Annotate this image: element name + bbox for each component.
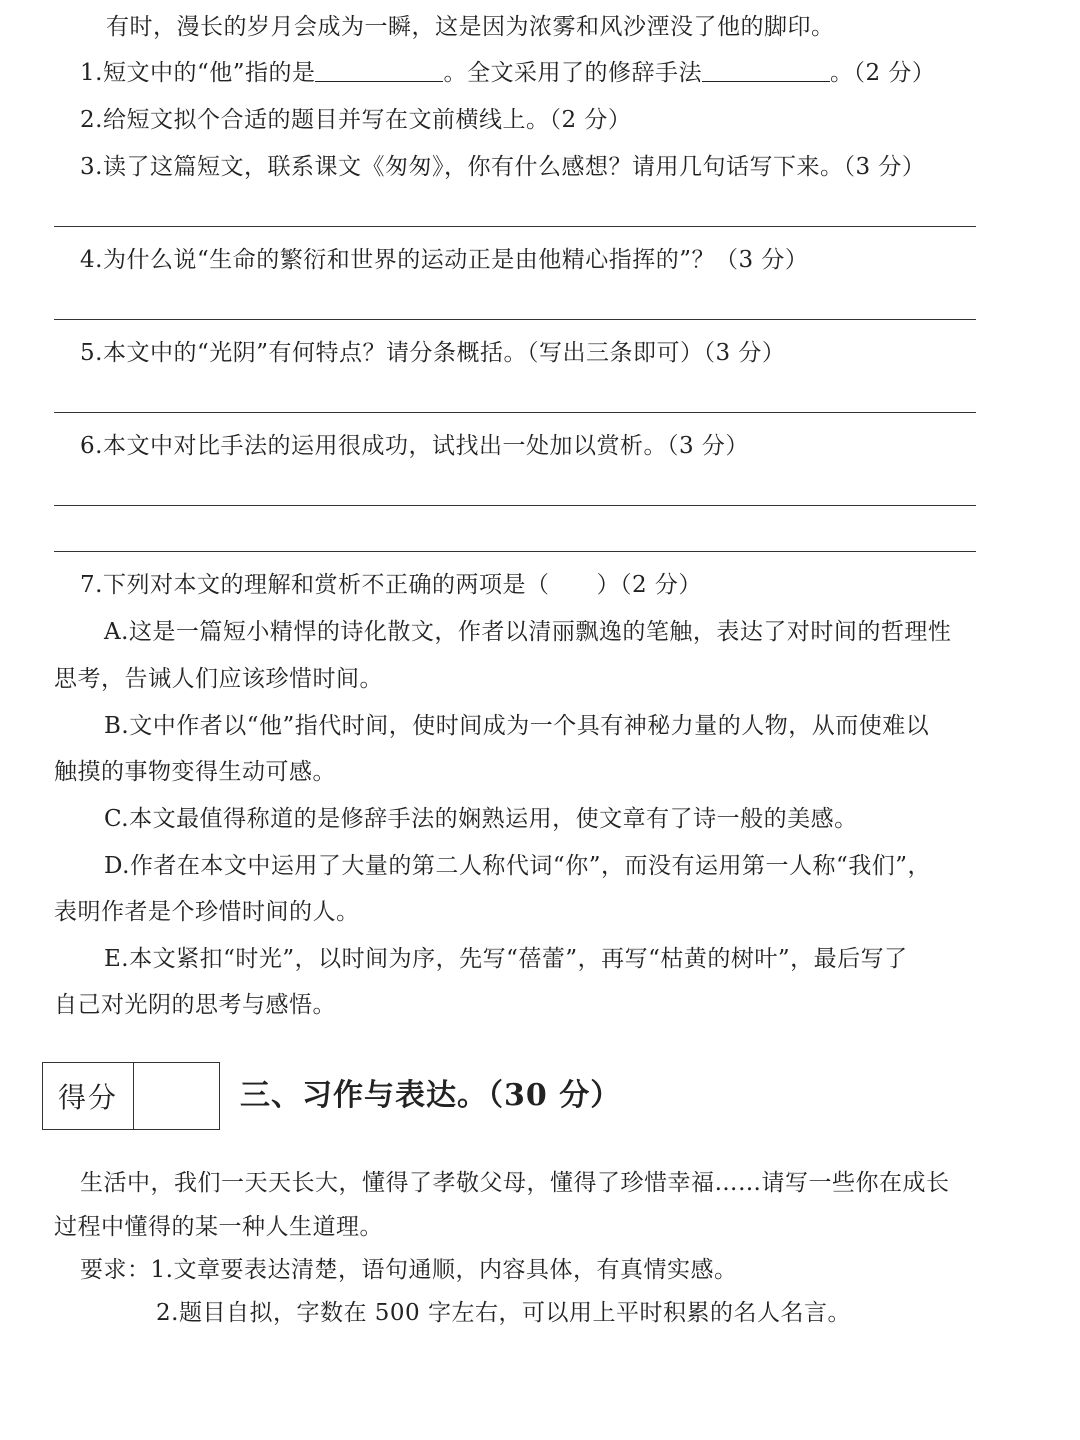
option-c-line-1: C.本文最值得称道的是修辞手法的娴熟运用，使文章有了诗一般的美感。 bbox=[104, 806, 858, 832]
question-3: 3.读了这篇短文，联系课文《匆匆》，你有什么感想？请用几句话写下来。（3 分） bbox=[80, 154, 926, 180]
question-5: 5.本文中的“光阴”有何特点？请分条概括。（写出三条即可）（3 分） bbox=[80, 340, 786, 366]
question-7: 7.下列对本文的理解和赏析不正确的两项是（ ）（2 分） bbox=[80, 572, 702, 598]
question-1-blank-1[interactable] bbox=[315, 59, 443, 82]
option-d-line-1: D.作者在本文中运用了大量的第二人称代词“你”，而没有运用第一人称“我们”， bbox=[104, 853, 931, 879]
answer-line-q4[interactable] bbox=[54, 319, 976, 320]
question-6: 6.本文中对比手法的运用很成功，试找出一处加以赏析。（3 分） bbox=[80, 433, 749, 459]
option-a-line-2: 思考，告诫人们应该珍惜时间。 bbox=[54, 666, 383, 692]
option-b-line-1: B.文中作者以“他”指代时间，使时间成为一个具有神秘力量的人物，从而使难以 bbox=[104, 713, 930, 739]
score-value-cell[interactable] bbox=[134, 1063, 219, 1129]
writing-prompt-line-2: 过程中懂得的某一种人生道理。 bbox=[54, 1214, 383, 1240]
writing-prompt-line-1: 生活中，我们一天天长大，懂得了孝敬父母，懂得了珍惜幸福……请写一些你在成长 bbox=[80, 1170, 950, 1196]
question-1-blank-2[interactable] bbox=[702, 59, 830, 82]
section-3-title: 三、习作与表达。（30 分） bbox=[240, 1078, 622, 1113]
passage-intro-line: 有时，漫长的岁月会成为一瞬，这是因为浓雾和风沙湮没了他的脚印。 bbox=[106, 14, 835, 40]
writing-requirement-1: 要求：1.文章要表达清楚，语句通顺，内容具体，有真情实感。 bbox=[80, 1257, 738, 1283]
question-1 bbox=[80, 58, 935, 88]
option-b-line-2: 触摸的事物变得生动可感。 bbox=[54, 759, 336, 785]
answer-line-q3[interactable] bbox=[54, 226, 976, 227]
writing-requirement-2: 2.题目自拟，字数在 500 字左右，可以用上平时积累的名人名言。 bbox=[156, 1300, 851, 1326]
question-2: 2.给短文拟个合适的题目并写在文前横线上。（2 分） bbox=[80, 107, 632, 133]
question-1-part3: 。（2 分） bbox=[829, 60, 936, 86]
answer-line-q6-1[interactable] bbox=[54, 505, 976, 506]
question-1-part1: 1.短文中的“他”指的是 bbox=[80, 60, 316, 86]
score-box bbox=[42, 1062, 220, 1130]
option-e-line-1: E.本文紧扣“时光”，以时间为序，先写“蓓蕾”，再写“枯黄的树叶”，最后写了 bbox=[104, 946, 908, 972]
question-4: 4.为什么说“生命的繁衍和世界的运动正是由他精心指挥的”？（3 分） bbox=[80, 247, 809, 273]
option-a-line-1: A.这是一篇短小精悍的诗化散文，作者以清丽飘逸的笔触，表达了对时间的哲理性 bbox=[104, 619, 952, 645]
option-e-line-2: 自己对光阴的思考与感悟。 bbox=[54, 992, 336, 1018]
answer-line-q6-2[interactable] bbox=[54, 551, 976, 552]
option-d-line-2: 表明作者是个珍惜时间的人。 bbox=[54, 899, 360, 925]
answer-line-q5[interactable] bbox=[54, 412, 976, 413]
score-label: 得分 bbox=[43, 1063, 134, 1129]
question-1-part2: 。全文采用了的修辞手法 bbox=[443, 60, 702, 86]
